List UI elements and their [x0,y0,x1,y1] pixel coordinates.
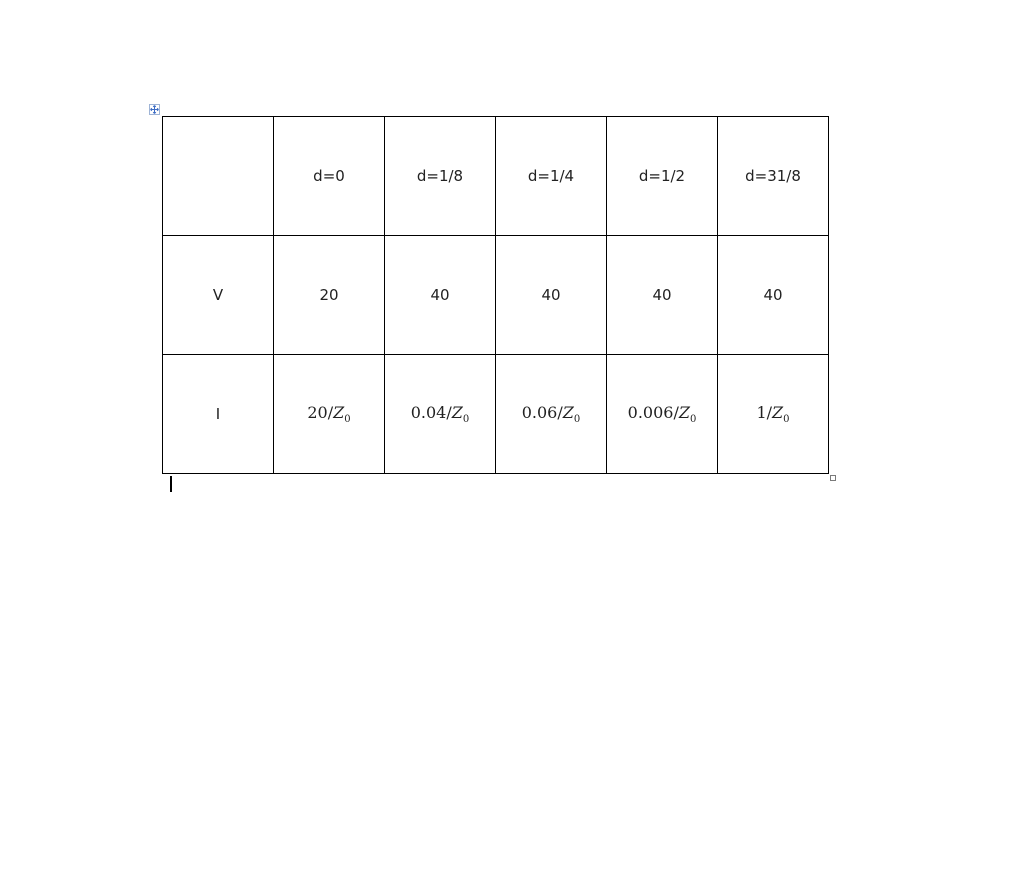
table-cell-header[interactable]: d=31/8 [718,117,829,236]
math-variable: Z [772,402,784,422]
table-row-v [163,236,829,355]
table-cell-header[interactable]: d=0 [274,117,385,236]
table-cell-math[interactable] [385,355,496,474]
data-table[interactable] [162,116,829,474]
math-variable: Z [333,402,345,422]
table-row-i [163,355,829,474]
math-expression [307,402,351,426]
table-cell[interactable]: 40 [718,236,829,355]
table-cell[interactable]: 40 [496,236,607,355]
math-coefficient: 0.04/ [410,402,452,422]
math-coefficient: 0.06/ [521,402,563,422]
table-cell-header[interactable]: d=1/4 [496,117,607,236]
math-expression [521,402,581,426]
table-cell[interactable]: 20 [274,236,385,355]
math-subscript: 0 [689,414,697,426]
table-resize-handle-icon[interactable] [830,475,836,481]
math-variable: Z [562,402,574,422]
math-coefficient: 1/ [756,402,773,422]
table-move-handle-icon[interactable] [149,104,160,115]
math-subscript: 0 [783,414,790,426]
table-cell[interactable]: 40 [607,236,718,355]
math-subscript: 0 [462,414,470,426]
math-subscript: 0 [573,414,581,426]
math-coefficient: 0.006/ [627,402,679,422]
table-cell-row-label[interactable]: V [163,236,274,355]
table-cell-header[interactable]: d=1/2 [607,117,718,236]
math-subscript: 0 [344,414,351,426]
math-coefficient: 20/ [307,402,334,422]
text-cursor [170,476,172,492]
table-cell-math[interactable] [718,355,829,474]
table-cell-header-corner[interactable] [163,117,274,236]
table-cell-math[interactable] [274,355,385,474]
table-cell-math[interactable] [496,355,607,474]
table-cell-row-label[interactable]: I [163,355,274,474]
math-variable: Z [678,402,690,422]
table-header-row [163,117,829,236]
table-cell-math[interactable] [607,355,718,474]
table-cell-header[interactable]: d=1/8 [385,117,496,236]
math-expression [756,402,790,426]
math-expression [410,402,470,426]
math-variable: Z [451,402,463,422]
math-expression [627,402,697,426]
table-cell[interactable]: 40 [385,236,496,355]
